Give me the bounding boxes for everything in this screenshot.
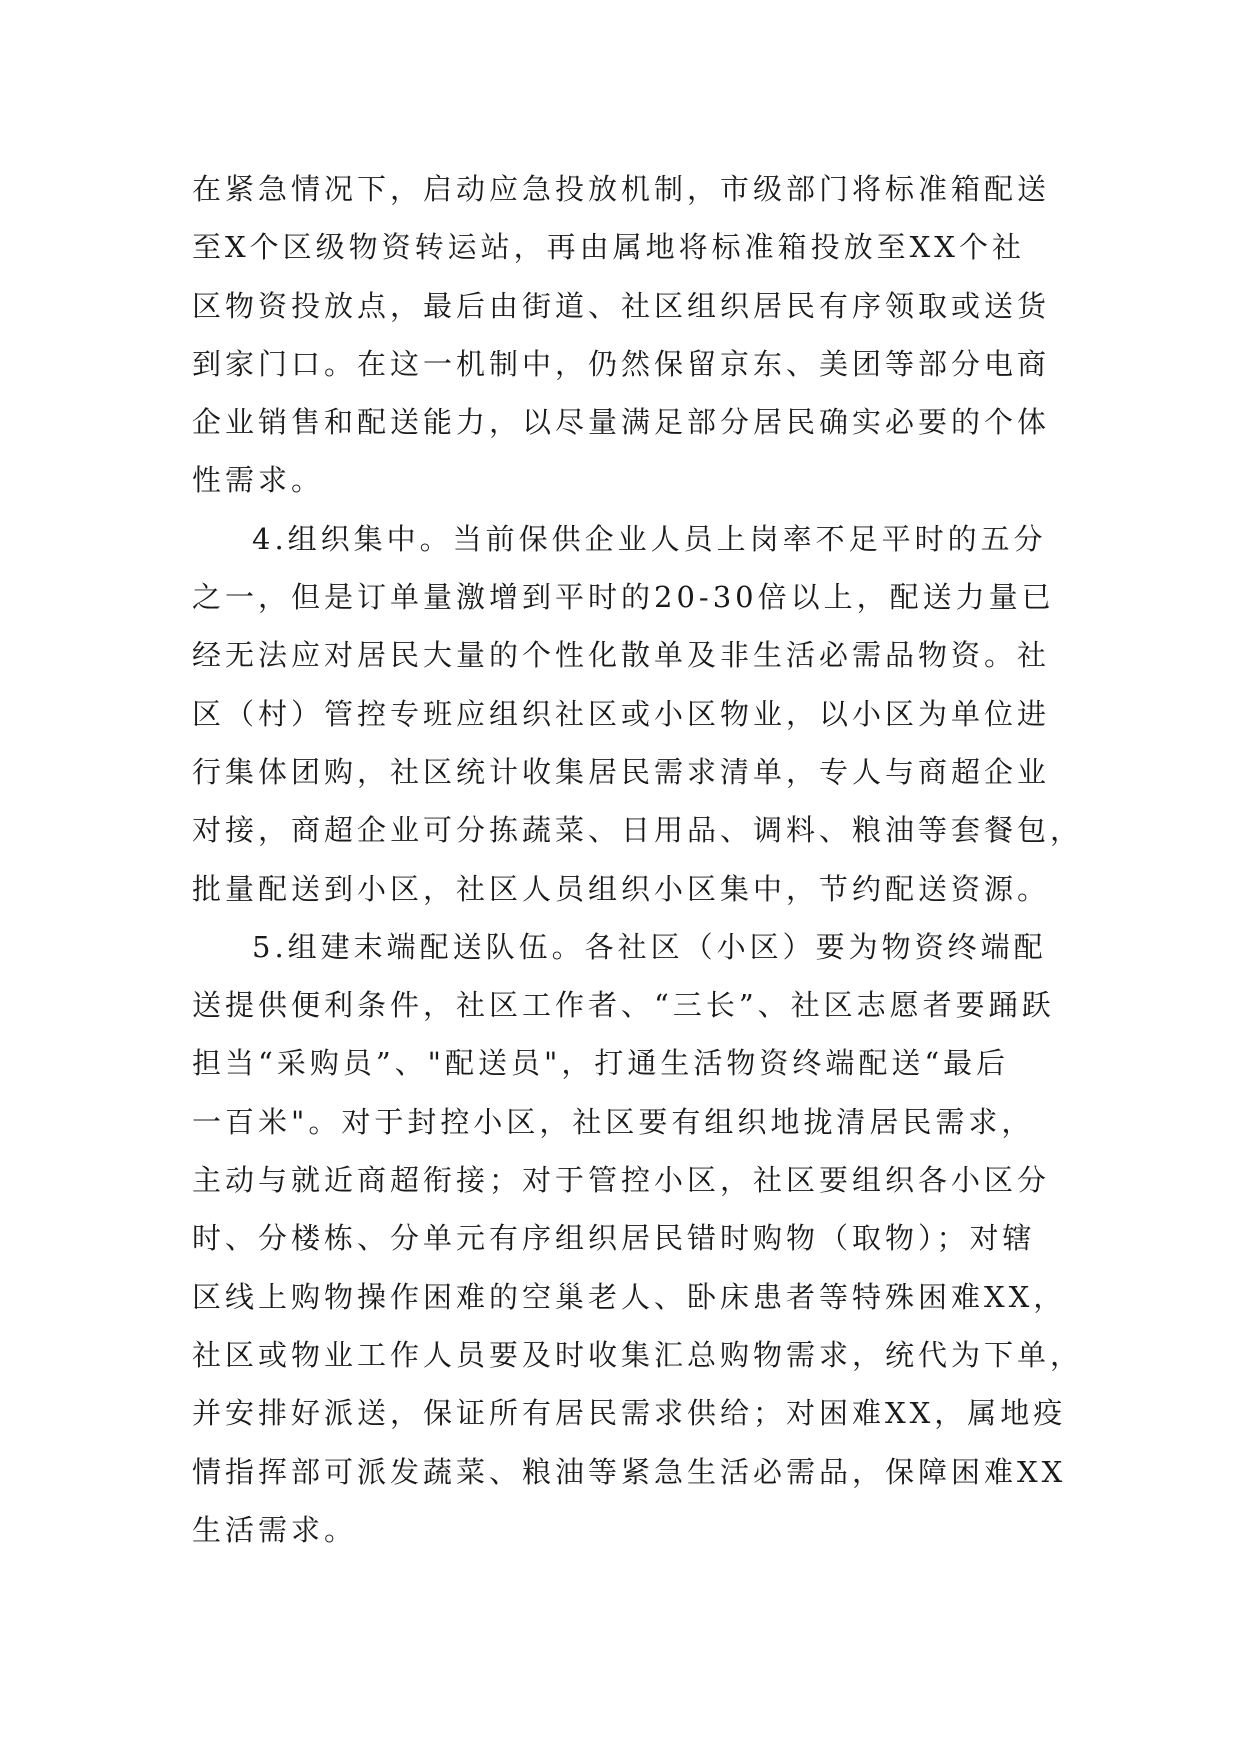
text-line: 担当“采购员”、"配送员"，打通生活物资终端配送“最后 bbox=[192, 1046, 1010, 1081]
text-line: 至X个区级物资转运站，再由属地将标准箱投放至XX个社 bbox=[192, 230, 1025, 265]
text-line: 区物资投放点，最后由街道、社区组织居民有序领取或送货 bbox=[192, 288, 1051, 323]
section-4-heading-line: 4.组织集中。当前保供企业人员上岗率不足平时的五分 bbox=[252, 521, 1047, 556]
text-line: 情指挥部可派发蔬菜、粮油等紧急生活必需品，保障困难XX bbox=[192, 1454, 1067, 1489]
text-line: 社区或物业工作人员要及时收集汇总购物需求，统代为下单， bbox=[192, 1337, 1084, 1372]
text-line: 经无法应对居民大量的个性化散单及非生活必需品物资。社 bbox=[192, 638, 1051, 673]
text-line: 一百米"。对于封控小区，社区要有组织地拢清居民需求， bbox=[192, 1104, 1035, 1139]
text-line: 之一，但是订单量激增到平时的20-30倍以上，配送力量已 bbox=[192, 580, 1055, 615]
text-line: 对接，商超企业可分拣蔬菜、日用品、调料、粮油等套餐包， bbox=[192, 813, 1084, 848]
text-line: 并安排好派送，保证所有居民需求供给；对困难XX，属地疫 bbox=[192, 1396, 1067, 1431]
text-line: 到家门口。在这一机制中，仍然保留京东、美团等部分电商 bbox=[192, 346, 1051, 381]
text-line: 行集体团购，社区统计收集居民需求清单，专人与商超企业 bbox=[192, 754, 1051, 789]
text-line: 企业销售和配送能力，以尽量满足部分居民确实必要的个体 bbox=[192, 405, 1051, 440]
text-line: 批量配送到小区，社区人员组织小区集中，节约配送资源。 bbox=[192, 871, 1051, 906]
body-text bbox=[192, 160, 1084, 1559]
text-line: 主动与就近商超衔接；对于管控小区，社区要组织各小区分 bbox=[192, 1163, 1051, 1198]
section-5-heading-line: 5.组建末端配送队伍。各社区（小区）要为物资终端配 bbox=[252, 929, 1047, 964]
text-line: 区线上购物操作困难的空巢老人、卧床患者等特殊困难XX， bbox=[192, 1279, 1067, 1314]
text-line: 在紧急情况下，启动应急投放机制，市级部门将标准箱配送 bbox=[192, 172, 1051, 206]
text-line: 生活需求。 bbox=[192, 1512, 358, 1547]
text-line: 时、分楼栋、分单元有序组织居民错时购物（取物）；对辖 bbox=[192, 1221, 1036, 1256]
text-line: 送提供便利条件，社区工作者、“三长”、社区志愿者要踊跃 bbox=[192, 988, 1055, 1023]
text-line: 区（村）管控专班应组织社区或小区物业，以小区为单位进 bbox=[192, 696, 1051, 731]
text-line: 性需求。 bbox=[192, 463, 325, 498]
